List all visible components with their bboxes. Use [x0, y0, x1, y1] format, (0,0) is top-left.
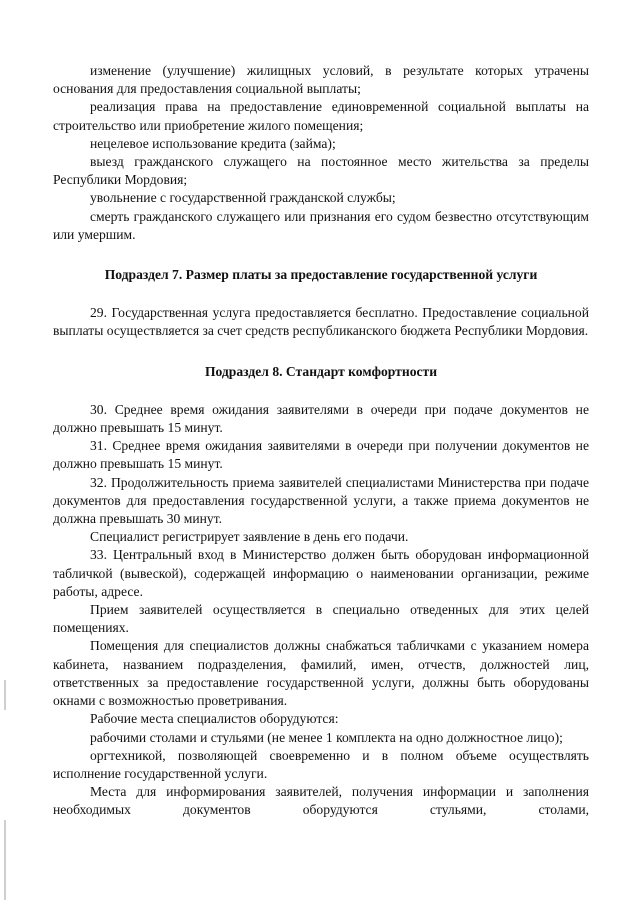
section-8-heading: Подраздел 8. Стандарт комфортности: [204, 363, 438, 379]
paragraph-31: 31. Среднее время ожидания заявителями в очереди при получении документов не должно превышать 15 минут.: [53, 438, 589, 472]
section-7-heading: Подраздел 7. Размер платы за предоставление государственной услуги: [104, 267, 538, 283]
list-item: выезд гражданского служащего на постоянное место жительства за пределы Республики Мордовия;: [53, 154, 589, 188]
paragraph-reception: Прием заявителей осуществляется в специально отведенных для этих целей помещениях.: [53, 602, 589, 636]
scan-edge-mark: [4, 680, 6, 710]
document-body: [53, 62, 589, 820]
list-item: оргтехникой, позволяющей своевременно и в полном объеме осуществлять исполнение государственной услуги.: [53, 747, 589, 781]
paragraph-32: 32. Продолжительность приема заявителей специалистами Министерства при подаче документов для предоставления государственной услуги, а также приема документов не должна превышать 30 минут.: [53, 474, 589, 527]
list-item: смерть гражданского служащего или признания его судом безвестно отсутствующим или умершим.: [53, 208, 589, 242]
paragraph-rooms: Помещения для специалистов должны снабжаться табличками с указанием номера кабинета, названием подразделения, фамилий, имен, отчеств, должностей лиц, ответственных за предоставление государственной услуги, должны быть оборудованы окнами с возможностью проветривания.: [53, 638, 589, 709]
list-item: изменение (улучшение) жилищных условий, в результате которых утрачены основания для предоставления социальной выплаты;: [53, 63, 589, 97]
list-item: реализация права на предоставление единовременной социальной выплаты на строительство или приобретение жилого помещения;: [53, 99, 589, 133]
scan-edge-mark: [4, 820, 6, 900]
paragraph-info-places: Места для информирования заявителей, получения информации и заполнения необходимых документов оборудуются стульями, столами,: [53, 784, 589, 818]
paragraph-registration: Специалист регистрирует заявление в день его подачи.: [90, 529, 409, 545]
paragraph-33: 33. Центральный вход в Министерство должен быть оборудован информационной табличкой (вывеской), содержащей информацию о наименовании организации, режиме работы, адресе.: [53, 547, 589, 599]
paragraph-workplaces: Рабочие места специалистов оборудуются:: [90, 711, 339, 727]
paragraph-29: 29. Государственная услуга предоставляется бесплатно. Предоставление социальной выплаты осуществляется за счет средств республиканского бюджета Республики Мордовия.: [53, 305, 589, 339]
list-item: увольнение с государственной гражданской службы;: [90, 190, 396, 206]
list-item: нецелевое использование кредита (займа);: [90, 135, 336, 151]
paragraph-30: 30. Среднее время ожидания заявителями в очереди при подаче документов не должно превышать 15 минут.: [53, 401, 589, 436]
list-item: рабочими столами и стульями (не менее 1 комплекта на одно должностное лицо);: [90, 729, 563, 745]
